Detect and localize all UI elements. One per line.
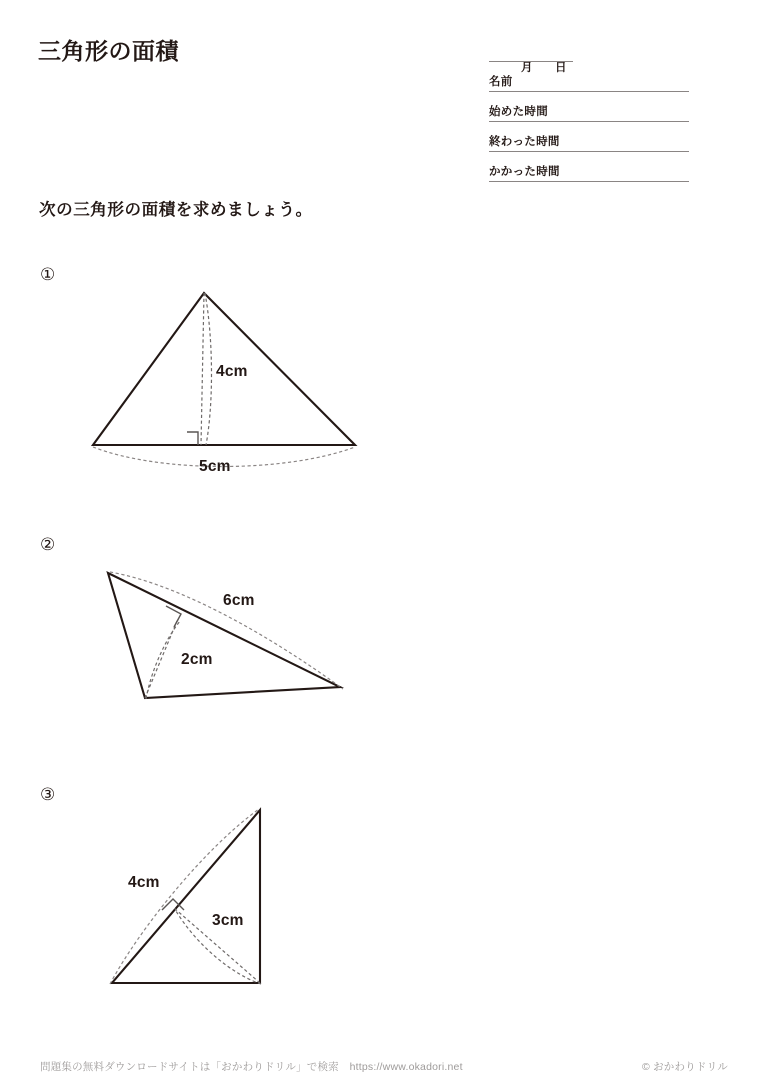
name-field-label: 名前 [489, 76, 513, 88]
footer-copyright: © おかわりドリル [642, 1061, 728, 1073]
problem-2-base-label: 6cm [223, 592, 255, 609]
height-measure-arc [205, 293, 212, 445]
problem-3-base-label: 4cm [128, 874, 160, 891]
problem-1-base-label: 5cm [199, 458, 231, 475]
start-time-field-row[interactable] [489, 92, 689, 122]
start-time-field-label: 始めた時間 [489, 106, 548, 118]
problem-2-height-label: 2cm [181, 651, 213, 668]
end-time-field-row[interactable] [489, 122, 689, 152]
problem-1-number: ① [40, 265, 56, 284]
footer-site-text: 問題集の無料ダウンロードサイトは「おかわりドリル」で検索 https://www.okadori.net [40, 1061, 463, 1073]
elapsed-time-field-rule [489, 181, 689, 182]
name-field-row[interactable] [489, 62, 689, 92]
problem-3-figure [0, 778, 420, 1003]
instruction-text: 次の三角形の面積を求めましょう。 [39, 201, 313, 219]
right-angle-marker [187, 432, 198, 445]
problem-1 [0, 258, 768, 498]
problem-2-number: ② [40, 535, 56, 554]
problem-3-height-label: 3cm [212, 912, 244, 929]
problem-3-number: ③ [40, 785, 56, 804]
day-label: 日 [555, 62, 567, 74]
elapsed-time-field-label: かかった時間 [489, 166, 560, 178]
problem-2-figure [0, 528, 420, 728]
end-time-field-label: 終わった時間 [489, 136, 560, 148]
date-field-row[interactable] [489, 32, 689, 74]
right-angle-marker [166, 606, 181, 627]
problem-3 [0, 778, 768, 1003]
month-label: 月 [521, 62, 533, 74]
height-measure-arc [146, 621, 180, 699]
header-fields [489, 32, 689, 182]
elapsed-time-field-row[interactable] [489, 152, 689, 182]
triangle-outline [112, 810, 260, 983]
right-angle-marker [162, 899, 184, 910]
page-title: 三角形の面積 [38, 38, 179, 64]
height-guide-line [201, 293, 204, 445]
problem-1-height-label: 4cm [216, 363, 248, 380]
problem-2 [0, 528, 768, 728]
